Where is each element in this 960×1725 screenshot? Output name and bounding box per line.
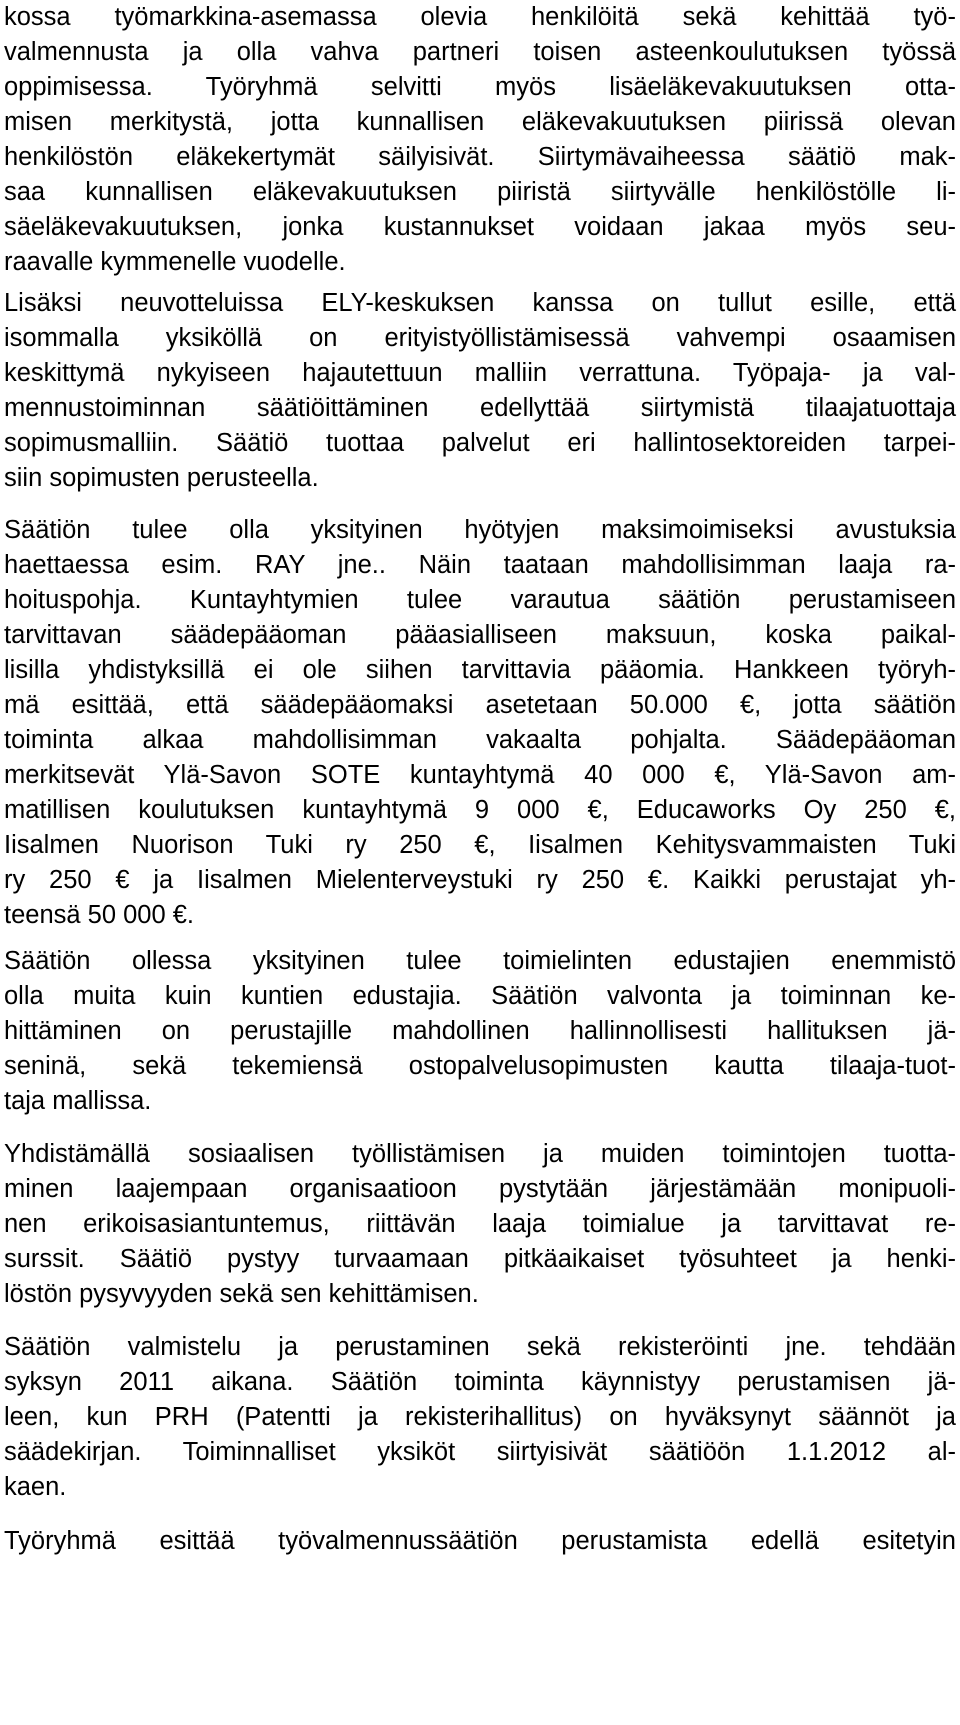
text-line: hittäminen on perustajille mahdollinen hallinnollisesti hallituksen jä- [4, 1017, 956, 1045]
text-line: Säätiön valmistelu ja perustaminen sekä rekisteröinti jne. tehdään [4, 1333, 956, 1361]
text-line: Työryhmä esittää työvalmennussäätiön perustamista edellä esitetyin [4, 1527, 956, 1555]
text-line: teensä 50 000 €. [4, 901, 194, 929]
text-line: Yhdistämällä sosiaalisen työllistämisen ja muiden toimintojen tuotta- [4, 1140, 956, 1168]
text-line: olla muita kuin kuntien edustajia. Säätiön valvonta ja toiminnan ke- [4, 982, 956, 1010]
text-line: isommalla yksiköllä on erityistyöllistämisessä vahvempi osaamisen [4, 324, 956, 352]
paragraph-3 [4, 513, 956, 933]
text-line: tarvittavan säädepääoman pääasialliseen maksuun, koska paikal- [4, 621, 956, 649]
text-line: lisilla yhdistyksillä ei ole siihen tarvittavia pääomia. Hankkeen työryh- [4, 656, 956, 684]
text-line: löstön pysyvyyden sekä sen kehittämisen. [4, 1280, 479, 1308]
text-line: Säätiön tulee olla yksityinen hyötyjen maksimoimiseksi avustuksia [4, 516, 956, 544]
text-line: mä esittää, että säädepääomaksi asetetaan 50.000 €, jotta säätiön [4, 691, 956, 719]
text-line: ry 250 € ja Iisalmen Mielenterveystuki ry 250 €. Kaikki perustajat yh- [4, 866, 956, 894]
text-line: Iisalmen Nuorison Tuki ry 250 €, Iisalmen Kehitysvammaisten Tuki [4, 831, 956, 859]
paragraph-6 [4, 1330, 956, 1505]
text-line: merkitsevät Ylä-Savon SOTE kuntayhtymä 40 000 €, Ylä-Savon am- [4, 761, 956, 789]
text-line: Säätiön ollessa yksityinen tulee toimielinten edustajien enemmistö [4, 947, 956, 975]
paragraph-4 [4, 944, 956, 1119]
text-line: säeläkevakuutuksen, jonka kustannukset voidaan jakaa myös seu- [4, 213, 956, 241]
text-line: mennustoiminnan säätiöittäminen edellyttää siirtymistä tilaajatuottaja [4, 394, 956, 422]
text-line: sopimusmalliin. Säätiö tuottaa palvelut eri hallintosektoreiden tarpei- [4, 429, 956, 457]
text-line: hoituspohja. Kuntayhtymien tulee varautua säätiön perustamiseen [4, 586, 956, 614]
text-line: valmennusta ja olla vahva partneri toisen asteenkoulutuksen työssä [4, 38, 956, 66]
text-line: toiminta alkaa mahdollisimman vakaalta pohjalta. Säädepääoman [4, 726, 956, 754]
text-line: raavalle kymmenelle vuodelle. [4, 248, 346, 276]
text-line: säädekirjan. Toiminnalliset yksiköt siirtyisivät säätiöön 1.1.2012 al- [4, 1438, 956, 1466]
paragraph-7 [4, 1524, 956, 1559]
text-line: Lisäksi neuvotteluissa ELY-keskuksen kanssa on tullut esille, että [4, 289, 956, 317]
text-line: keskittymä nykyiseen hajautettuun malliin verrattuna. Työpaja- ja val- [4, 359, 956, 387]
text-line: taja mallissa. [4, 1087, 152, 1115]
paragraph-2 [4, 286, 956, 496]
text-line: saa kunnallisen eläkevakuutuksen piiristä siirtyvälle henkilöstölle li- [4, 178, 956, 206]
text-line: surssit. Säätiö pystyy turvaamaan pitkäaikaiset työsuhteet ja henki- [4, 1245, 956, 1273]
text-line: matillisen koulutuksen kuntayhtymä 9 000 €, Educaworks Oy 250 €, [4, 796, 956, 824]
text-line: syksyn 2011 aikana. Säätiön toiminta käynnistyy perustamisen jä- [4, 1368, 956, 1396]
text-line: misen merkitystä, jotta kunnallisen eläkevakuutuksen piirissä olevan [4, 108, 956, 136]
text-line: haettaessa esim. RAY jne.. Näin taataan mahdollisimman laaja ra- [4, 551, 956, 579]
text-line: kaen. [4, 1473, 67, 1501]
text-line: siin sopimusten perusteella. [4, 464, 319, 492]
text-line: leen, kun PRH (Patentti ja rekisterihallitus) on hyväksynyt säännöt ja [4, 1403, 956, 1431]
paragraph-1 [4, 0, 956, 280]
text-line: nen erikoisasiantuntemus, riittävän laaja toimialue ja tarvittavat re- [4, 1210, 956, 1238]
text-line: kossa työmarkkina-asemassa olevia henkilöitä sekä kehittää työ- [4, 3, 956, 31]
text-line: henkilöstön eläkekertymät säilyisivät. Siirtymävaiheessa säätiö mak- [4, 143, 956, 171]
text-line: minen laajempaan organisaatioon pystytään järjestämään monipuoli- [4, 1175, 956, 1203]
paragraph-5 [4, 1137, 956, 1312]
text-line: seninä, sekä tekemiensä ostopalvelusopimusten kautta tilaaja-tuot- [4, 1052, 956, 1080]
text-line: oppimisessa. Työryhmä selvitti myös lisäeläkevakuutuksen otta- [4, 73, 956, 101]
